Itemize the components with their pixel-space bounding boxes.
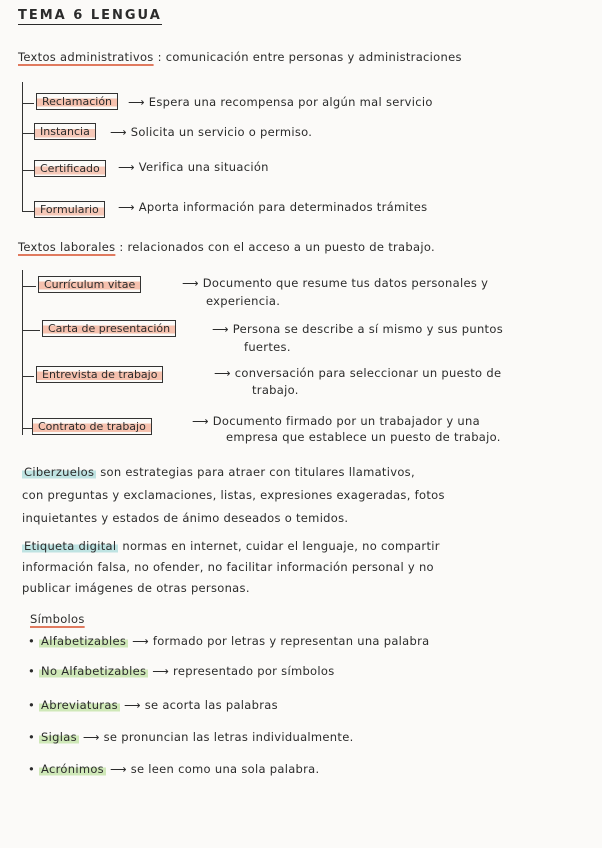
arrow-right-icon: ⟶ bbox=[109, 762, 131, 776]
desc-entrevista-1: ⟶ conversación para seleccionar un puesto de bbox=[214, 366, 502, 380]
ciberzuelos-line-1: Ciberzuelos son estrategias para atraer con titulares llamativos, bbox=[24, 465, 415, 479]
desc-entrevista-2: trabajo. bbox=[252, 383, 299, 397]
etiqueta-term: Etiqueta digital bbox=[24, 539, 117, 553]
simbolo-item: • No Alfabetizables ⟶ representado por símbolos bbox=[28, 664, 335, 678]
ciberzuelos-line-3: inquietantes y estados de ánimo deseados o temidos. bbox=[22, 511, 349, 525]
laborales-branch bbox=[22, 428, 32, 429]
simbolo-item: • Acrónimos ⟶ se leen como una sola palabra. bbox=[28, 762, 320, 776]
term-carta: Carta de presentación bbox=[42, 320, 176, 337]
etiqueta-line-1: Etiqueta digital normas en internet, cuidar el lenguaje, no compartir bbox=[24, 539, 440, 553]
laborales-branch bbox=[22, 286, 36, 287]
admin-branch bbox=[22, 211, 34, 212]
ciberzuelos-line-2: con preguntas y exclamaciones, listas, expresiones exageradas, fotos bbox=[22, 488, 445, 502]
simbolo-item: • Siglas ⟶ se pronuncian las letras individualmente. bbox=[28, 730, 354, 744]
laborales-branch bbox=[22, 330, 40, 331]
desc-carta-2: fuertes. bbox=[244, 340, 291, 354]
admin-definition: : comunicación entre personas y administraciones bbox=[157, 50, 462, 64]
arrow-right-icon: ⟶ bbox=[152, 664, 174, 678]
arrow-right-icon: ⟶ bbox=[128, 95, 149, 109]
arrow-right-icon: ⟶ bbox=[110, 125, 131, 139]
desc-instancia: ⟶ Solicita un servicio o permiso. bbox=[110, 125, 313, 139]
admin-section-header bbox=[18, 50, 462, 64]
etiqueta-line-3: publicar imágenes de otras personas. bbox=[22, 581, 250, 595]
desc-curriculum-2: experiencia. bbox=[206, 294, 281, 308]
admin-heading: Textos administrativos bbox=[18, 50, 154, 64]
bullet-dot-icon: • bbox=[28, 634, 40, 648]
term-curriculum: Currículum vitae bbox=[38, 276, 141, 293]
term-contrato: Contrato de trabajo bbox=[32, 418, 152, 435]
desc-contrato-1: ⟶ Documento firmado por un trabajador y una bbox=[192, 414, 480, 428]
ciberzuelos-term: Ciberzuelos bbox=[24, 465, 95, 479]
laborales-heading: Textos laborales bbox=[18, 240, 116, 254]
bullet-dot-icon: • bbox=[28, 730, 40, 744]
arrow-right-icon: ⟶ bbox=[82, 730, 104, 744]
desc-contrato-2: empresa que establece un puesto de trabajo. bbox=[226, 430, 501, 444]
arrow-right-icon: ⟶ bbox=[212, 322, 233, 336]
simbolos-heading: Símbolos bbox=[30, 612, 85, 626]
term-reclamacion: Reclamación bbox=[36, 93, 118, 110]
term-formulario: Formulario bbox=[34, 201, 105, 218]
arrow-right-icon: ⟶ bbox=[182, 276, 203, 290]
arrow-right-icon: ⟶ bbox=[132, 634, 153, 648]
desc-formulario: ⟶ Aporta información para determinados trámites bbox=[118, 200, 428, 214]
simbolo-term: Abreviaturas bbox=[41, 698, 118, 712]
laborales-branch bbox=[22, 376, 34, 377]
arrow-right-icon: ⟶ bbox=[123, 698, 145, 712]
etiqueta-line-2: información falsa, no ofender, no facilitar información personal y no bbox=[22, 560, 434, 574]
admin-branch bbox=[22, 170, 34, 171]
simbolo-term: Acrónimos bbox=[41, 762, 104, 776]
simbolo-item: • Abreviaturas ⟶ se acorta las palabras bbox=[28, 698, 278, 712]
admin-branch bbox=[22, 133, 34, 134]
term-entrevista: Entrevista de trabajo bbox=[36, 366, 163, 383]
bullet-dot-icon: • bbox=[28, 664, 40, 678]
laborales-tree-line bbox=[22, 270, 23, 435]
desc-certificado: ⟶ Verifica una situación bbox=[118, 160, 269, 174]
desc-carta-1: ⟶ Persona se describe a sí mismo y sus puntos bbox=[212, 322, 503, 336]
laborales-section-header bbox=[18, 240, 435, 254]
admin-tree-line bbox=[22, 82, 23, 212]
desc-curriculum-1: ⟶ Documento que resume tus datos personales y bbox=[182, 276, 489, 290]
admin-branch bbox=[22, 103, 34, 104]
laborales-definition: : relacionados con el acceso a un puesto de trabajo. bbox=[119, 240, 435, 254]
bullet-dot-icon: • bbox=[28, 698, 40, 712]
arrow-right-icon: ⟶ bbox=[118, 160, 139, 174]
simbolo-item: • Alfabetizables ⟶ formado por letras y representan una palabra bbox=[28, 634, 430, 648]
desc-reclamacion: ⟶ Espera una recompensa por algún mal servicio bbox=[128, 95, 433, 109]
page-title: TEMA 6 LENGUA bbox=[18, 8, 162, 23]
bullet-dot-icon: • bbox=[28, 762, 40, 776]
simbolo-term: No Alfabetizables bbox=[41, 664, 147, 678]
term-instancia: Instancia bbox=[34, 123, 96, 140]
term-certificado: Certificado bbox=[34, 160, 106, 177]
arrow-right-icon: ⟶ bbox=[214, 366, 235, 380]
arrow-right-icon: ⟶ bbox=[192, 414, 213, 428]
arrow-right-icon: ⟶ bbox=[118, 200, 139, 214]
simbolo-term: Siglas bbox=[41, 730, 77, 744]
simbolo-term: Alfabetizables bbox=[41, 634, 127, 648]
